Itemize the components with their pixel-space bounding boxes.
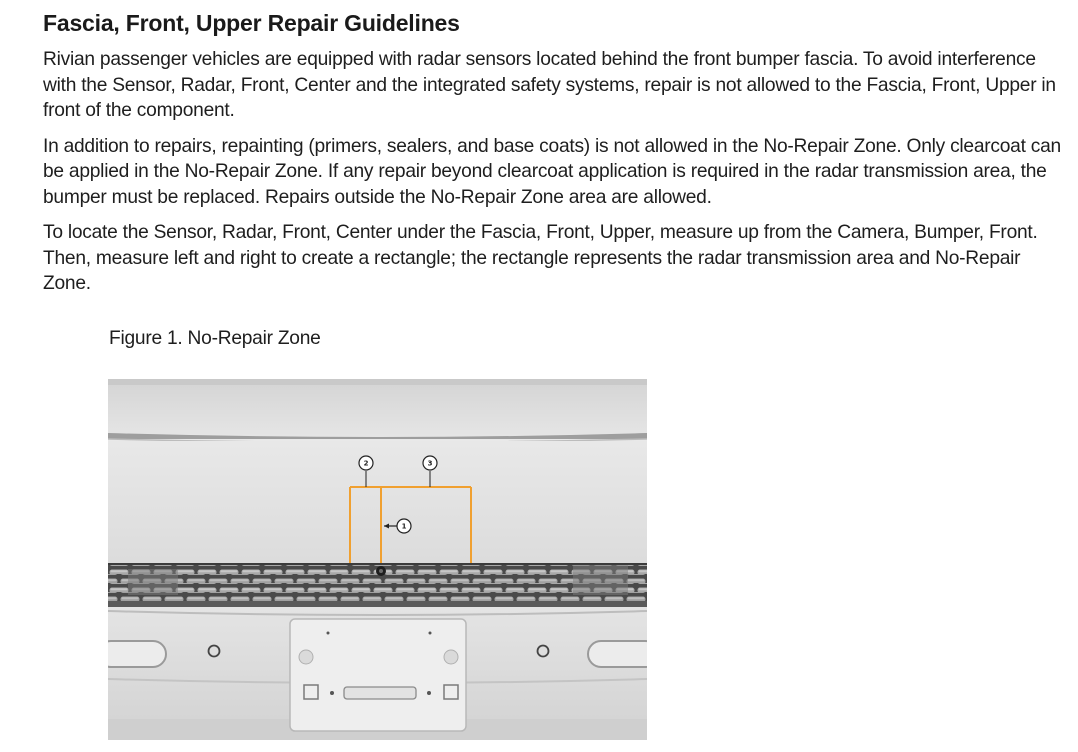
svg-text:2: 2 — [363, 459, 369, 468]
svg-text:3: 3 — [427, 459, 433, 468]
bumper-illustration — [108, 379, 647, 740]
no-repair-zone-figure — [108, 379, 647, 740]
callout-3 — [423, 456, 437, 470]
tow-hook-left — [108, 641, 166, 667]
license-plate-mount — [290, 619, 466, 731]
document-body — [43, 8, 1068, 297]
paragraph-radar-intro: Rivian passenger vehicles are equipped with radar sensors located behind the front bumper fascia. To avoid interference with the Sensor, Radar, Front, Center and the integrated safety systems, repair is not allowed to the Fascia, Front, Upper in front of the component. — [43, 49, 1056, 121]
upper-fascia-panel — [108, 441, 647, 563]
section-heading: Fascia, Front, Upper Repair Guidelines — [43, 10, 460, 36]
tow-hook-right — [588, 641, 647, 667]
callout-2 — [359, 456, 373, 470]
hood-edge — [108, 379, 647, 439]
paragraph-repainting: In addition to repairs, repainting (primers, sealers, and base coats) is not allowed in the No-Repair Zone. Only clearcoat can be applied in the No-Repair Zone. If any repair beyond clearcoat application is required in the radar transmission area, the bumper must be replaced. Repairs outside the No-Repair Zone area are allowed. — [43, 135, 1061, 208]
callout-1 — [397, 519, 411, 533]
figure-caption: Figure 1. No-Repair Zone — [109, 328, 321, 349]
svg-text:1: 1 — [401, 522, 407, 531]
paragraph-locate-sensor: To locate the Sensor, Radar, Front, Center under the Fascia, Front, Upper, measure up from the Camera, Bumper, Front. Then, measure left and right to create a rectangle; the rectangle represents the radar transmission area and No-Repair Zone. — [43, 222, 1038, 294]
